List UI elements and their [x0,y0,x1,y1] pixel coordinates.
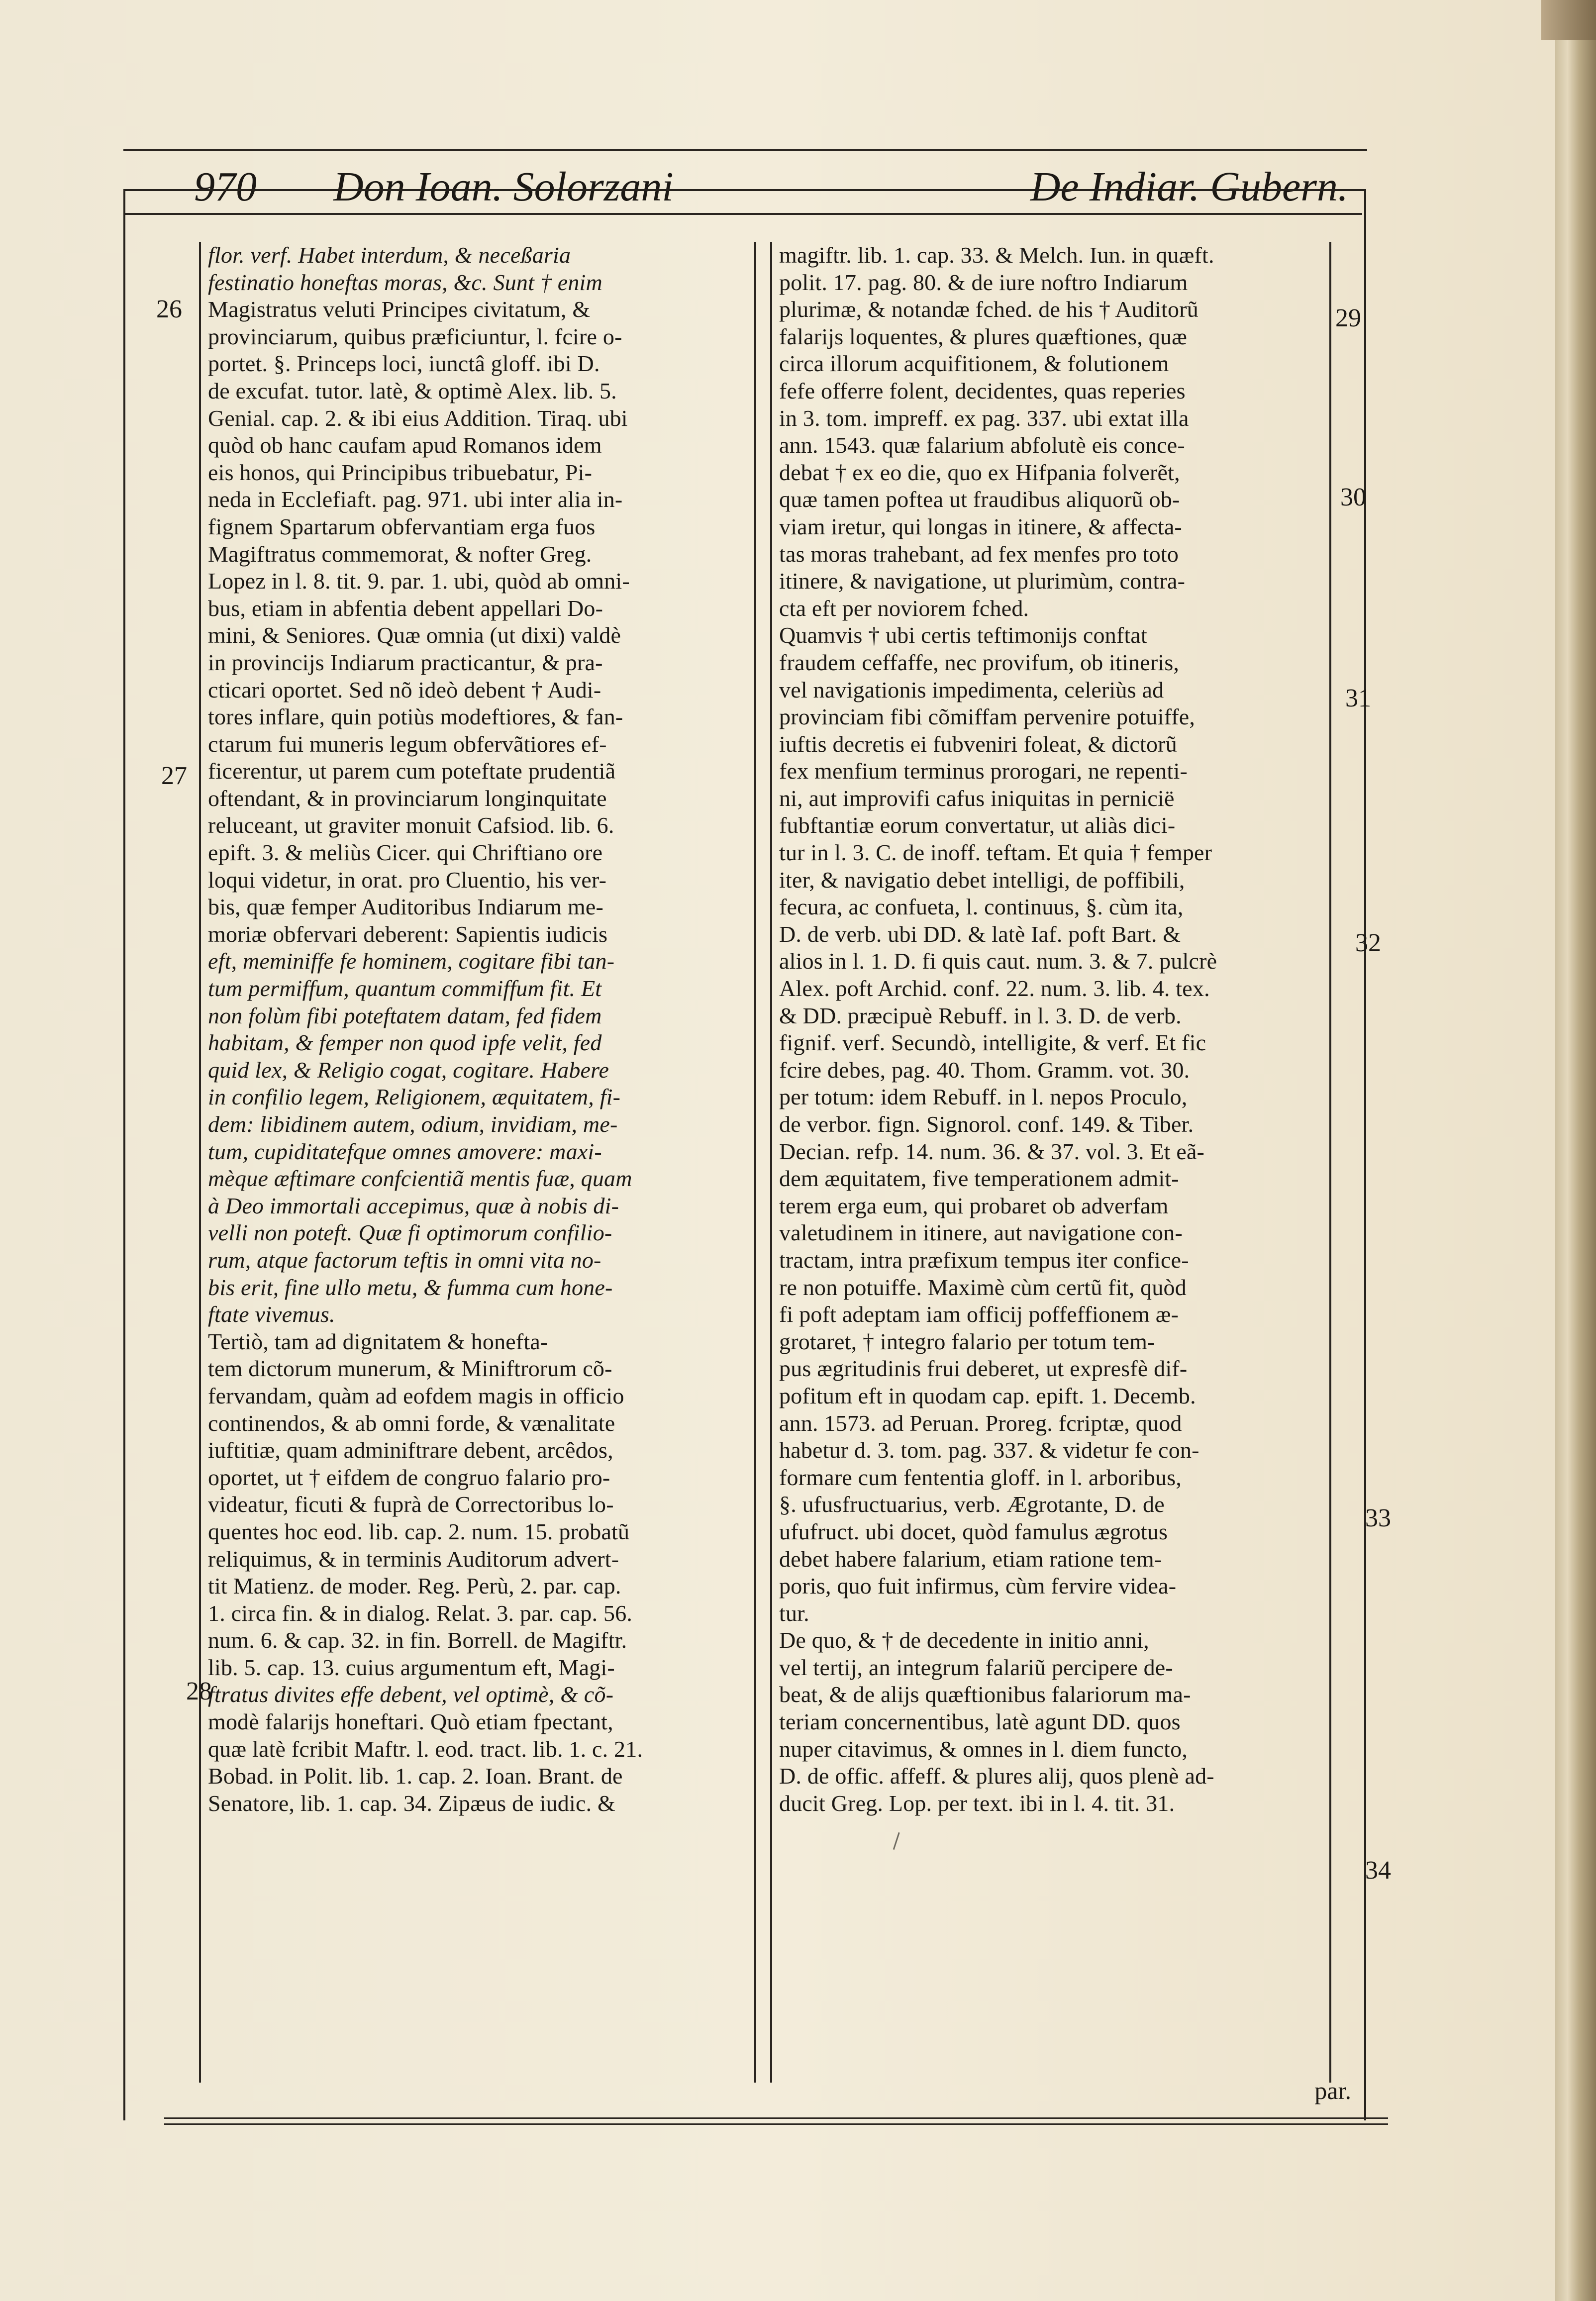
text-line: rum, atque factorum teftis in omni vita no- [208,1247,601,1273]
text-line: Bobad. in Polit. lib. 1. cap. 2. Ioan. Brant. de [208,1763,623,1789]
margin-number: 34 [1365,1856,1391,1885]
text-line: tit Matienz. de moder. Reg. Perù, 2. par. cap. [208,1573,621,1599]
text-line: fecura, ac confueta, l. continuus, §. cùm ita, [779,894,1184,920]
text-line: flor. verf. Habet interdum, & neceßaria [208,242,571,268]
text-line: fignem Spartarum obfervantiam erga fuos [208,513,596,539]
text-line: festinatio honeftas moras, &c. Sunt † enim [208,269,602,295]
text-line: falarijs loquentes, & plures quæftiones, quæ [779,323,1188,349]
text-line: beat, & de alijs quæftionibus falariorum ma- [779,1682,1191,1707]
text-line: Senatore, lib. 1. cap. 34. Zipæus de iudic. & [208,1790,615,1816]
margin-number: 29 [1335,304,1361,332]
text-line: dem: libidinem autem, odium, invidiam, me- [208,1111,618,1137]
catchword: par. [1314,2077,1351,2104]
text-line: cta eft per noviorem fched. [779,595,1029,621]
text-line: habitam, & femper non quod ipfe velit, fed [208,1030,602,1056]
text-line: fex menfium terminus prorogari, ne repenti- [779,758,1188,784]
text-line: loqui videtur, in orat. pro Cluentio, his ver- [208,867,607,893]
text-line: De quo, & † de decedente in initio anni, [779,1627,1149,1653]
text-line: quentes hoc eod. lib. cap. 2. num. 15. probatũ [208,1518,630,1544]
text-line: Genial. cap. 2. & ibi eius Addition. Tiraq. ubi [208,405,628,431]
next-page-edge [1555,0,1596,2301]
foot-rule [164,2117,1388,2119]
text-line: tum permiffum, quantum commiffum fit. Et [208,976,602,1001]
text-line: provinciam fibi cõmiffam pervenire potuiffe, [779,704,1196,730]
text-line: debat † ex eo die, quo ex Hifpania folverẽt, [779,459,1180,485]
margin-mark [891,1833,905,1853]
text-line: re non potuiffe. Maximè cùm certũ fit, quòd [779,1274,1187,1300]
text-line: continendos, & ab omni forde, & vænalitate [208,1410,615,1436]
right-column [770,242,1331,2083]
text-line: viam iretur, qui longas in itinere, & affecta- [779,513,1182,539]
text-line: oportet, ut † eifdem de congruo falario pro- [208,1464,610,1490]
text-line: Magiftratus commemorat, & nofter Greg. [208,541,592,567]
text-line: velli non poteft. Quæ fi optimorum confilio- [208,1220,612,1246]
text-line: num. 6. & cap. 32. in fin. Borrell. de Magiftr. [208,1627,627,1653]
text-line: portet. §. Princeps loci, iunctâ gloff. ibi D. [208,351,600,377]
page-number: 970 [194,164,257,210]
text-line: ann. 1543. quæ falarium abfolutè eis conce- [779,432,1185,458]
text-line: fraudem ceffaffe, nec provifum, ob itineris, [779,649,1180,675]
text-line: mèque æftimare confcientiã mentis fuæ, quam [208,1166,632,1192]
text-line: ficerentur, ut parem cum poteftate prudentiã [208,758,616,784]
text-line: grotaret, † integro falario per totum tem- [779,1328,1155,1354]
text-line: Alex. poft Archid. conf. 22. num. 3. lib. 4. tex. [779,976,1210,1001]
text-line: Magistratus veluti Principes civitatum, & [208,297,591,322]
text-line: modè falarijs honeftari. Quò etiam fpectant, [208,1709,613,1735]
text-line: non folùm fibi poteftatem datam, fed fidem [208,1002,602,1028]
text-line: vel tertij, an integrum falariũ percipere de- [779,1654,1173,1680]
binding-edge [1541,0,1596,40]
text-line: ctarum fui muneris legum obfervãtiores ef- [208,731,607,757]
text-line: magiftr. lib. 1. cap. 33. & Melch. Iun. in quæft. [779,242,1214,268]
text-line: in provincijs Indiarum practicantur, & pra- [208,649,603,675]
text-line: & DD. præcipuè Rebuff. in l. 3. D. de verb. [779,1002,1182,1028]
text-line: quid lex, & Religio cogat, cogitare. Habere [208,1057,609,1083]
text-line: oftendant, & in provinciarum longinquitate [208,785,607,811]
text-line: fefe offerre folent, decidentes, quas reperies [779,378,1186,403]
text-line: fervandam, quàm ad eofdem magis in officio [208,1383,624,1408]
text-line: in confilio legem, Religionem, æquitatem, fi- [208,1084,621,1110]
margin-number: 27 [161,762,187,790]
text-line: tas moras trahebant, ad fex menfes pro toto [779,541,1179,567]
text-line: Tertiò, tam ad dignitatem & honefta- [208,1328,548,1354]
text-line: reluceant, ut graviter monuit Cafsiod. lib. 6. [208,812,614,838]
text-line: debet habere falarium, etiam ratione tem- [779,1546,1162,1572]
text-line: ducit Greg. Lop. per text. ibi in l. 4. tit. 31. [779,1790,1175,1816]
text-line: mini, & Seniores. Quæ omnia (ut dixi) valdè [208,622,621,648]
text-line: quæ latè fcribit Maftr. l. eod. tract. lib. 1. c. 21. [208,1736,643,1762]
text-line: iuftitiæ, quam adminiftrare debent, arcêdos, [208,1437,613,1463]
text-line: ftratus divites effe debent, vel optimè, & cõ- [208,1682,614,1707]
text-line: tores inflare, quin potiùs modeftiores, & fan- [208,704,623,730]
text-line: fubftantiæ eorum convertatur, ut aliàs dici- [779,812,1176,838]
text-line: Quamvis † ubi certis teftimonijs conftat [779,622,1148,648]
right-column-text [779,242,1324,1817]
text-line: de verbor. fign. Signorol. conf. 149. & Tiber. [779,1111,1194,1137]
text-line: de excufat. tutor. latè, & optimè Alex. lib. 5. [208,378,617,403]
text-line: fcire debes, pag. 40. Thom. Gramm. vot. 30. [779,1057,1190,1083]
text-line: eft, meminiffe fe hominem, cogitare fibi tan- [208,948,615,974]
text-line: in 3. tom. impreff. ex pag. 337. ubi extat illa [779,405,1189,431]
text-line: ni, aut improvifi cafus iniquitas in pernicië [779,785,1175,811]
margin-number: 26 [156,295,182,323]
text-line: teriam concernentibus, latè agunt DD. quos [779,1709,1181,1735]
head-rule-top [123,149,1367,151]
margin-number: 31 [1345,684,1371,712]
text-line: itinere, & navigatione, ut plurimùm, contra- [779,568,1186,594]
text-line: tur. [779,1600,809,1626]
text-line: terem erga eum, qui probaret ob adverfam [779,1193,1169,1218]
text-line: cticari oportet. Sed nõ ideò debent † Audi- [208,677,601,702]
text-line: tum, cupiditatefque omnes amovere: maxi- [208,1138,602,1164]
margin-number: 32 [1355,929,1381,957]
text-line: moriæ obfervari deberent: Sapientis iudicis [208,921,608,947]
text-line: à Deo immortali accepimus, quæ à nobis di- [208,1193,619,1218]
text-line: lib. 5. cap. 13. cuius argumentum eft, Magi- [208,1654,615,1680]
text-line: quæ tamen poftea ut fraudibus aliquorũ ob- [779,487,1180,512]
text-line: circa illorum acquifitionem, & folutionem [779,351,1169,377]
text-line: videatur, ficuti & fuprà de Correctoribus lo- [208,1492,614,1517]
text-line: Decian. refp. 14. num. 36. & 37. vol. 3. Et eã- [779,1138,1205,1164]
text-line: ufufruct. ubi docet, quòd famulus ægrotus [779,1518,1168,1544]
text-line: alios in l. 1. D. fi quis caut. num. 3. & 7. pulcrè [779,948,1217,974]
text-line: per totum: idem Rebuff. in l. nepos Proculo, [779,1084,1188,1110]
foot-rule [164,2123,1388,2125]
text-line: 1. circa fin. & in dialog. Relat. 3. par. cap. 56. [208,1600,633,1626]
text-line: bis, quæ femper Auditoribus Indiarum me- [208,894,603,920]
text-line: polit. 17. pag. 80. & de iure noftro Indiarum [779,269,1188,295]
running-head-title: De Indiar. Gubern. [1030,164,1348,210]
text-line: pofitum eft in quodam cap. epift. 1. Decemb. [779,1383,1196,1408]
text-line: ann. 1573. ad Peruan. Proreg. fcriptæ, quod [779,1410,1182,1436]
margin-number: 30 [1340,483,1366,511]
text-line: dem æquitatem, five temperationem admit- [779,1166,1179,1192]
text-line: epift. 3. & meliùs Cicer. qui Chriftiano ore [208,840,603,866]
text-line: habetur d. 3. tom. pag. 337. & videtur fe con- [779,1437,1199,1463]
text-line: fi poft adeptam iam officij poffeffionem æ- [779,1301,1179,1327]
text-line: tur in l. 3. C. de inoff. teftam. Et quia † femper [779,840,1212,866]
text-line: bis erit, fine ullo metu, & fumma cum hone- [208,1274,613,1300]
text-line: bus, etiam in abfentia debent appellari Do- [208,595,603,621]
text-line: D. de verb. ubi DD. & latè Iaf. poft Bart. & [779,921,1181,947]
text-line: tractam, intra præfixum tempus iter confice- [779,1247,1189,1273]
text-line: quòd ob hanc caufam apud Romanos idem [208,432,602,458]
text-line: Lopez in l. 8. tit. 9. par. 1. ubi, quòd ab omni- [208,568,630,594]
text-line: iuftis decretis ei fubveniri foleat, & dictorũ [779,731,1177,757]
text-line: poris, quo fuit infirmus, cùm fervire videa- [779,1573,1177,1599]
text-line: provinciarum, quibus præficiuntur, l. fcire o- [208,323,622,349]
text-line: §. ufusfructuarius, verb. Ægrotante, D. de [779,1492,1165,1517]
text-line: eis honos, qui Principibus tribuebatur, Pi- [208,459,593,485]
text-line: plurimæ, & notandæ fched. de his † Auditorũ [779,297,1198,322]
left-column-text [208,242,749,1817]
left-column [199,242,756,2083]
running-head-author: Don Ioan. Solorzani [333,164,674,210]
text-line: formare cum fententia gloff. in l. arboribus, [779,1464,1182,1490]
text-line: fignif. verf. Secundò, intelligite, & verf. Et fic [779,1030,1206,1056]
text-line: neda in Ecclefiaft. pag. 971. ubi inter alia in- [208,487,623,512]
text-line: pus ægritudinis frui deberet, ut expresfè dif- [779,1356,1188,1382]
margin-number: 28 [186,1677,212,1705]
text-line: iter, & navigatio debet intelligi, de poffibili, [779,867,1185,893]
text-line: valetudinem in itinere, aut navigatione con- [779,1220,1183,1246]
text-line: D. de offic. affeff. & plures alij, quos plenè ad- [779,1763,1214,1789]
margin-number: 33 [1365,1504,1391,1532]
text-line: ftate vivemus. [208,1301,335,1327]
text-line: vel navigationis impedimenta, celeriùs ad [779,677,1164,702]
text-line: reliquimus, & in terminis Auditorum advert- [208,1546,619,1572]
text-line: nuper citavimus, & omnes in l. diem functo, [779,1736,1188,1762]
text-line: tem dictorum munerum, & Miniftrorum cõ- [208,1356,612,1382]
